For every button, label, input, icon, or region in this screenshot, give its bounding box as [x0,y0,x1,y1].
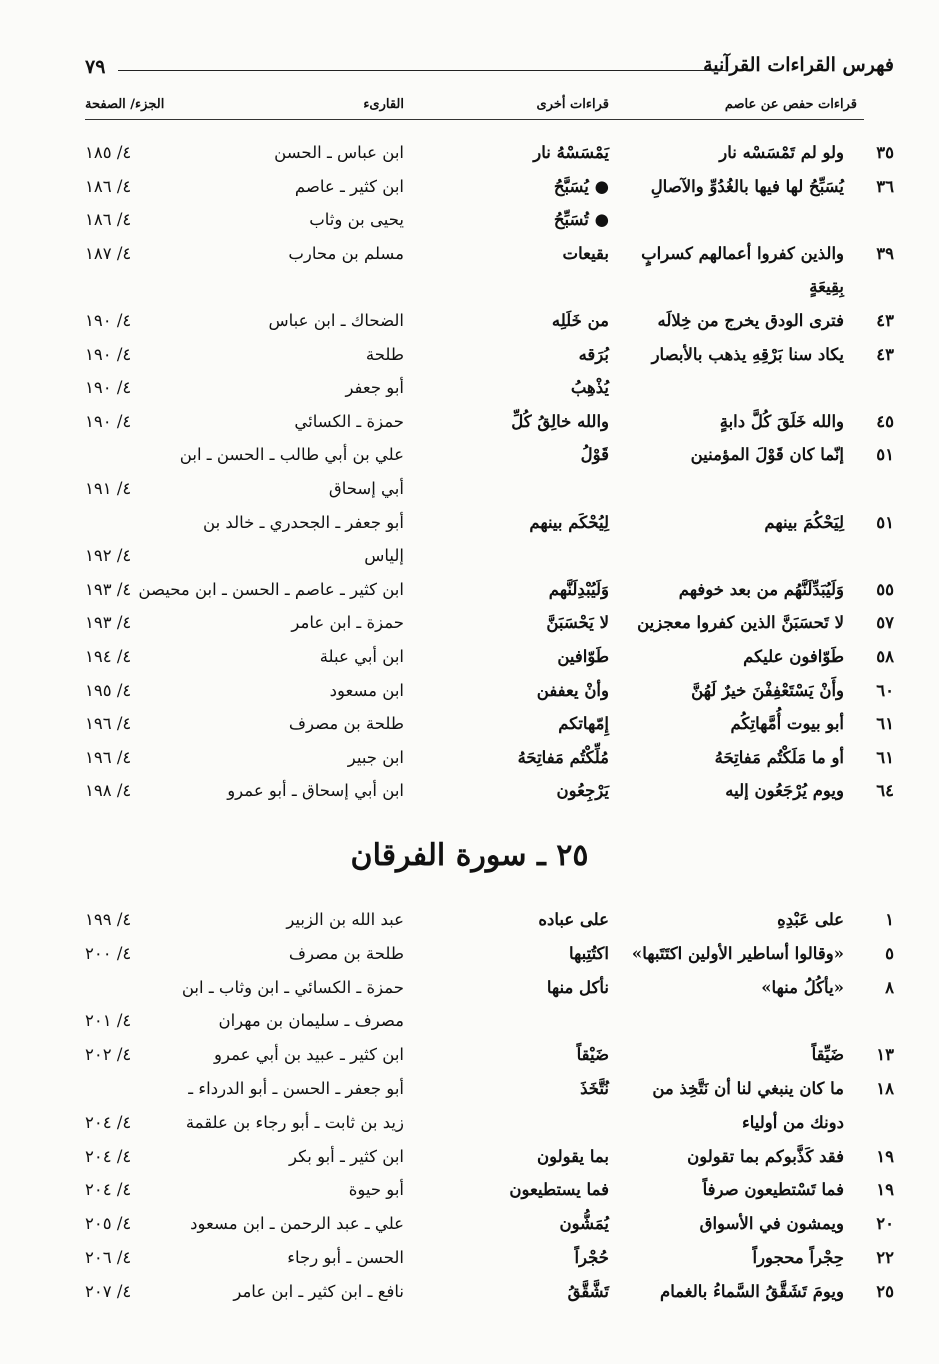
other-reading: يَمْسَسْهُ نار [533,143,609,162]
verse-number: ٨ [885,977,894,997]
hafs-reading: لِيَحْكُمَ بينهم [764,512,844,532]
table-row [0,339,939,371]
reciter-names: طلحة بن مصرف [288,714,404,734]
verse-number: ١٩ [876,1146,894,1166]
other-reading: لا يَحْسَبَنَّ [546,613,609,633]
hafs-reading: والذين كفروا أعمالهم كسرابٍ [641,243,844,263]
table-row [0,1107,939,1139]
hafs-reading: والله خَلَقَ كُلَّ دابةٍ [719,411,844,431]
other-reading: يَرْجِعُون [556,781,609,801]
other-reading: وأنْ يعففن [536,680,609,700]
hafs-reading: وأَنْ يَسْتَعْفِفْنَ خيرٌ لَهُنَّ [691,680,844,700]
volume-page: ٤/ ١٨٥ [85,143,132,162]
hafs-reading: يُسَبِّحُ لها فيها بالغُدُوِّ والآصالِ [650,176,844,196]
reciter-names: إلياس [364,546,404,566]
hafs-reading: أبو بيوت أُمَّهاتِكُم [730,714,844,734]
other-reading: ضَيْقاً [576,1045,609,1065]
other-reading: قَوْلُ [580,445,609,465]
reciter-names: ابن جبير [347,747,404,767]
table-row [0,1276,939,1308]
verse-number: ٣٦ [876,176,894,196]
table-row [0,574,939,606]
table-row [0,1141,939,1173]
hafs-reading: ويوم يُرْجَعُون إليه [725,781,844,801]
hafs-reading: فترى الودق يخرج من خِلالَه [657,311,844,330]
table-row [0,406,939,438]
other-reading: حُجْراً [574,1248,609,1267]
hafs-reading: «يأكُلُ منها» [761,977,844,997]
reciter-names: مصرف ـ سليمان بن مهران [218,1011,404,1031]
reciter-names: أبو حيوة [348,1180,404,1200]
hafs-reading: ما كان ينبغي لنا أن نَتَّخِذ من [652,1079,844,1098]
other-reading: بما يقولون [536,1146,609,1166]
reciter-names: ابن عباس ـ الحسن [274,143,404,162]
table-row [0,439,939,471]
table-row [0,238,939,270]
reciter-names: أبو جعفر ـ الحسن ـ أبو الدرداء ـ [188,1079,404,1098]
volume-page: ٤/ ١٨٧ [85,243,132,263]
volume-page: ٤/ ١٩٠ [85,311,132,330]
volume-page: ٤/ ١٩٥ [85,680,132,700]
other-reading: لِيُحْكَم بينهم [529,512,609,532]
table-row [0,972,939,1004]
verse-number: ٣٩ [876,243,894,263]
verse-number: ١٩ [876,1180,894,1200]
other-reading: اكتُتِبها [568,943,609,963]
other-reading: إِمّهاتكم [558,714,609,734]
verse-number: ٥ [885,943,894,963]
volume-page: ٤/ ٢٠٤ [85,1146,132,1166]
table-row [0,1208,939,1240]
hafs-reading: على عَبْدِهِ [777,910,844,929]
volume-page: ٤/ ١٩٣ [85,579,132,599]
hafs-reading: فما تَسْتطيعون صرفاً [702,1180,844,1200]
table-row [0,938,939,970]
reciter-names: ابن أبي إسحاق ـ أبو عمرو [227,781,404,801]
table-row [0,507,939,539]
table-row [0,1039,939,1071]
other-reading: والله خالِقُ كُلِّ [511,411,609,431]
verse-number: ٦٤ [876,781,894,801]
other-reading: نُتَّخَذَ [580,1079,609,1098]
verse-number: ٥٨ [876,647,894,666]
hafs-reading: ضَيِّقاً [811,1045,844,1065]
volume-page: ٤/ ٢٠٧ [85,1281,132,1301]
table-row [0,1073,939,1105]
volume-page: ٤/ ١٩٣ [85,613,132,633]
table-row [0,708,939,740]
surah-heading: ٢٥ ـ سورة الفرقان [350,838,589,873]
hafs-reading: بِقِيعَةٍ [809,277,844,297]
table-row [0,473,939,505]
verse-number: ٤٣ [876,344,894,364]
reciter-names: ابن كثير ـ عاصم ـ الحسن ـ ابن محيصن [138,579,404,599]
volume-page: ٤/ ٢٠٠ [85,943,132,963]
col-header-qari: القارىء [363,97,404,112]
table-row [0,675,939,707]
reciter-names: عبد الله بن الزبير [286,910,404,929]
table-row [0,607,939,639]
table-row [0,1005,939,1037]
other-reading: ● يُسَبَّحُ [553,176,609,196]
other-reading: من خَلَلِه [551,311,609,330]
verse-number: ٢٢ [876,1248,894,1267]
reciter-names: يحيى بن وثاب [309,210,404,230]
hafs-reading: فقد كَذَّبوكم بما تقولون [687,1146,844,1166]
table-row [0,775,939,807]
hafs-reading: أو ما مَلَكْتُم مَفاتِحَهُ [714,747,844,767]
hafs-reading: طَوّافون عليكم [743,647,844,666]
other-reading: يُذْهِبُ [570,378,609,398]
table-row [0,641,939,673]
hafs-reading: «وقالوا أساطير الأولين اكتَتَبها» [631,943,844,963]
hafs-reading: لا تَحسَبَنَّ الذين كفروا معجزين [637,613,844,633]
table-row [0,1174,939,1206]
verse-number: ١ [885,910,894,929]
hafs-reading: إنّما كان قَوْلَ المؤمنين [690,445,844,465]
table-row [0,742,939,774]
reciter-names: علي بن أبي طالب ـ الحسن ـ ابن [179,445,404,465]
volume-page: ٤/ ١٩٩ [85,910,132,929]
hafs-reading: ولو لم تَمْسَسْه نار [719,143,844,162]
verse-number: ٥١ [876,512,894,532]
reciter-names: أبي إسحاق [328,479,404,498]
verse-number: ٢٥ [876,1281,894,1301]
volume-page: ٤/ ١٨٦ [85,176,132,196]
verse-number: ٦١ [876,714,894,734]
reciter-names: ابن أبي عبلة [319,647,404,666]
verse-number: ٥١ [876,445,894,465]
volume-page: ٤/ ١٩٠ [85,411,132,431]
verse-number: ٤٥ [876,411,894,431]
other-reading: تَشَّقَّقُ [567,1281,609,1301]
table-row [0,540,939,572]
volume-page: ٤/ ٢٠٤ [85,1180,132,1200]
page-title: فهرس القراءات القرآنية [703,54,894,76]
col-header-hafs: قراءات حفص عن عاصم [724,97,857,112]
volume-page: ٤/ ١٩٦ [85,747,132,767]
reciter-names: زيد بن ثابت ـ أبو رجاء بن علقمة [185,1112,404,1132]
reciter-names: ابن كثير ـ عبيد بن أبي عمرو [214,1045,404,1065]
column-header-rule [85,119,864,120]
verse-number: ٤٣ [876,311,894,330]
volume-page: ٤/ ١٩٢ [85,546,132,566]
other-reading: وَلَيُبْدِلَنَّهم [548,579,609,599]
table-row [0,204,939,236]
table-row [0,271,939,303]
verse-number: ٥٧ [876,613,894,633]
hafs-reading: ويومَ تَشَقَّقُ السَّماءُ بالغمام [660,1281,844,1301]
verse-number: ١٣ [876,1045,894,1065]
hafs-reading: حِجْراً محجوراً [752,1248,844,1267]
page-number: ٧٩ [85,56,106,78]
reciter-names: أبو جعفر ـ الجحدري ـ خالد بن [203,512,404,532]
verse-number: ٢٠ [876,1214,894,1234]
other-reading: يُمَشُّون [559,1214,609,1234]
reciter-names: علي ـ عبد الرحمن ـ ابن مسعود [190,1214,404,1234]
table-row [0,305,939,337]
hafs-reading: دونك من أولياء [741,1112,844,1132]
volume-page: ٤/ ١٩١ [85,479,132,498]
reciter-names: الحسن ـ أبو رجاء [287,1248,404,1267]
reciter-names: أبو جعفر [345,378,404,398]
other-reading: على عباده [538,910,609,929]
reciter-names: نافع ـ ابن كثير ـ ابن عامر [233,1281,404,1301]
reciter-names: طلحة [365,344,404,364]
volume-page: ٤/ ١٩٤ [85,647,132,666]
other-reading: طَوّافين [557,647,609,666]
volume-page: ٤/ ١٨٦ [85,210,132,230]
header-rule [118,70,727,71]
table-row [0,1242,939,1274]
reciter-names: ابن كثير ـ أبو بكر [289,1146,404,1166]
reciter-names: حمزة ـ الكسائي ـ ابن وثاب ـ ابن [181,977,404,997]
verse-number: ٣٥ [876,143,894,162]
hafs-reading: وَلَيُبَدِّلَنَّهُم من بعد خوفهم [678,579,844,599]
other-reading: مُلِّكْتُم مَفاتِحَهُ [517,747,609,767]
reciter-names: مسلم بن محارب [288,243,404,263]
volume-page: ٤/ ٢٠٦ [85,1248,132,1267]
verse-number: ٦٠ [876,680,894,700]
hafs-reading: ويمشون في الأسواق [699,1214,844,1234]
volume-page: ٤/ ٢٠٤ [85,1112,132,1132]
volume-page: ٤/ ٢٠٢ [85,1045,132,1065]
page-header [0,50,939,90]
other-reading: بُرَقه [578,344,609,364]
reciter-names: ابن كثير ـ عاصم [294,176,404,196]
volume-page: ٤/ ١٩٠ [85,378,132,398]
reciter-names: حمزة ـ ابن عامر [291,613,404,633]
reciter-names: طلحة بن مصرف [288,943,404,963]
table-row [0,171,939,203]
reciter-names: حمزة ـ الكسائي [294,411,404,431]
other-reading: نأكل منها [546,977,609,997]
volume-page: ٤/ ١٩٠ [85,344,132,364]
verse-number: ١٨ [876,1079,894,1098]
col-header-other: قراءات أخرى [536,97,609,112]
reciter-names: الضحاك ـ ابن عباس [268,311,404,330]
verse-number: ٦١ [876,747,894,767]
verse-number: ٥٥ [876,579,894,599]
volume-page: ٤/ ٢٠٥ [85,1214,132,1234]
col-header-volume: الجزء/ الصفحة [85,97,165,112]
table-row [0,904,939,936]
other-reading: بقيعات [562,243,609,263]
volume-page: ٤/ ٢٠١ [85,1011,132,1031]
volume-page: ٤/ ١٩٨ [85,781,132,801]
table-row [0,372,939,404]
table-row [0,137,939,169]
hafs-reading: يكاد سنا بَرْقِهِ يذهب بالأبصار [651,344,844,364]
other-reading: فما يستطيعون [509,1180,609,1200]
other-reading: ● تُسَبِّحُ [553,210,609,230]
volume-page: ٤/ ١٩٦ [85,714,132,734]
reciter-names: ابن مسعود [329,680,404,700]
